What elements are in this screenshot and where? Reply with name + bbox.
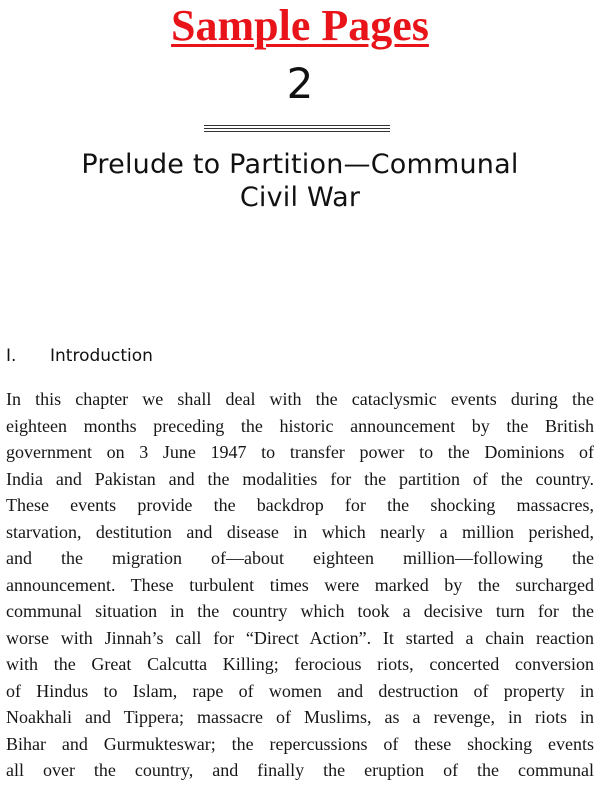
body-line: with the Great Calcutta Killing; ferocious riots, concerted conversion: [6, 654, 594, 674]
chapter-number: 2: [286, 59, 314, 108]
body-line: and the migration of—about eighteen million—following the: [6, 548, 594, 568]
chapter-title-line-2: Civil War: [239, 182, 361, 213]
body-line: eighteen months preceding the historic announcement by the British: [6, 415, 594, 436]
body-line: Bihar and Gurmukteswar; the repercussions of these shocking events: [6, 733, 594, 754]
body-line: These events provide the backdrop for the shocking massacres,: [6, 495, 594, 515]
body-line: government on 3 June 1947 to transfer power to the Dominions of: [6, 442, 594, 462]
sample-pages-banner: [0, 2, 600, 50]
banner-text: Sample Pages: [171, 1, 429, 50]
chapter-title-line-1: Prelude to Partition—Communal: [81, 149, 519, 180]
body-line: communal situation in the country which took a decisive turn for the: [6, 601, 594, 621]
body-line: worse with Jinnah’s call for “Direct Action”. It started a chain reaction: [6, 627, 594, 648]
section-heading: [6, 344, 153, 368]
body-line: all over the country, and finally the eruption of the communal: [6, 760, 594, 780]
section-number: I.: [6, 346, 17, 366]
body-line: announcement. These turbulent times were marked by the surcharged: [6, 574, 594, 595]
body-line: Noakhali and Tippera; massacre of Muslims, as a revenge, in riots in: [6, 707, 594, 727]
body-paragraph: [6, 386, 594, 784]
body-line: of Hindus to Islam, rape of women and destruction of property in: [6, 680, 594, 701]
body-line: India and Pakistan and the modalities for the partition of the country.: [6, 468, 594, 489]
chapter-divider-ornament: [204, 125, 390, 133]
body-line: In this chapter we shall deal with the cataclysmic events during the: [6, 389, 594, 409]
section-title: Introduction: [50, 346, 153, 366]
chapter-title: [0, 148, 600, 214]
body-line: starvation, destitution and disease in which nearly a million perished,: [6, 521, 594, 542]
